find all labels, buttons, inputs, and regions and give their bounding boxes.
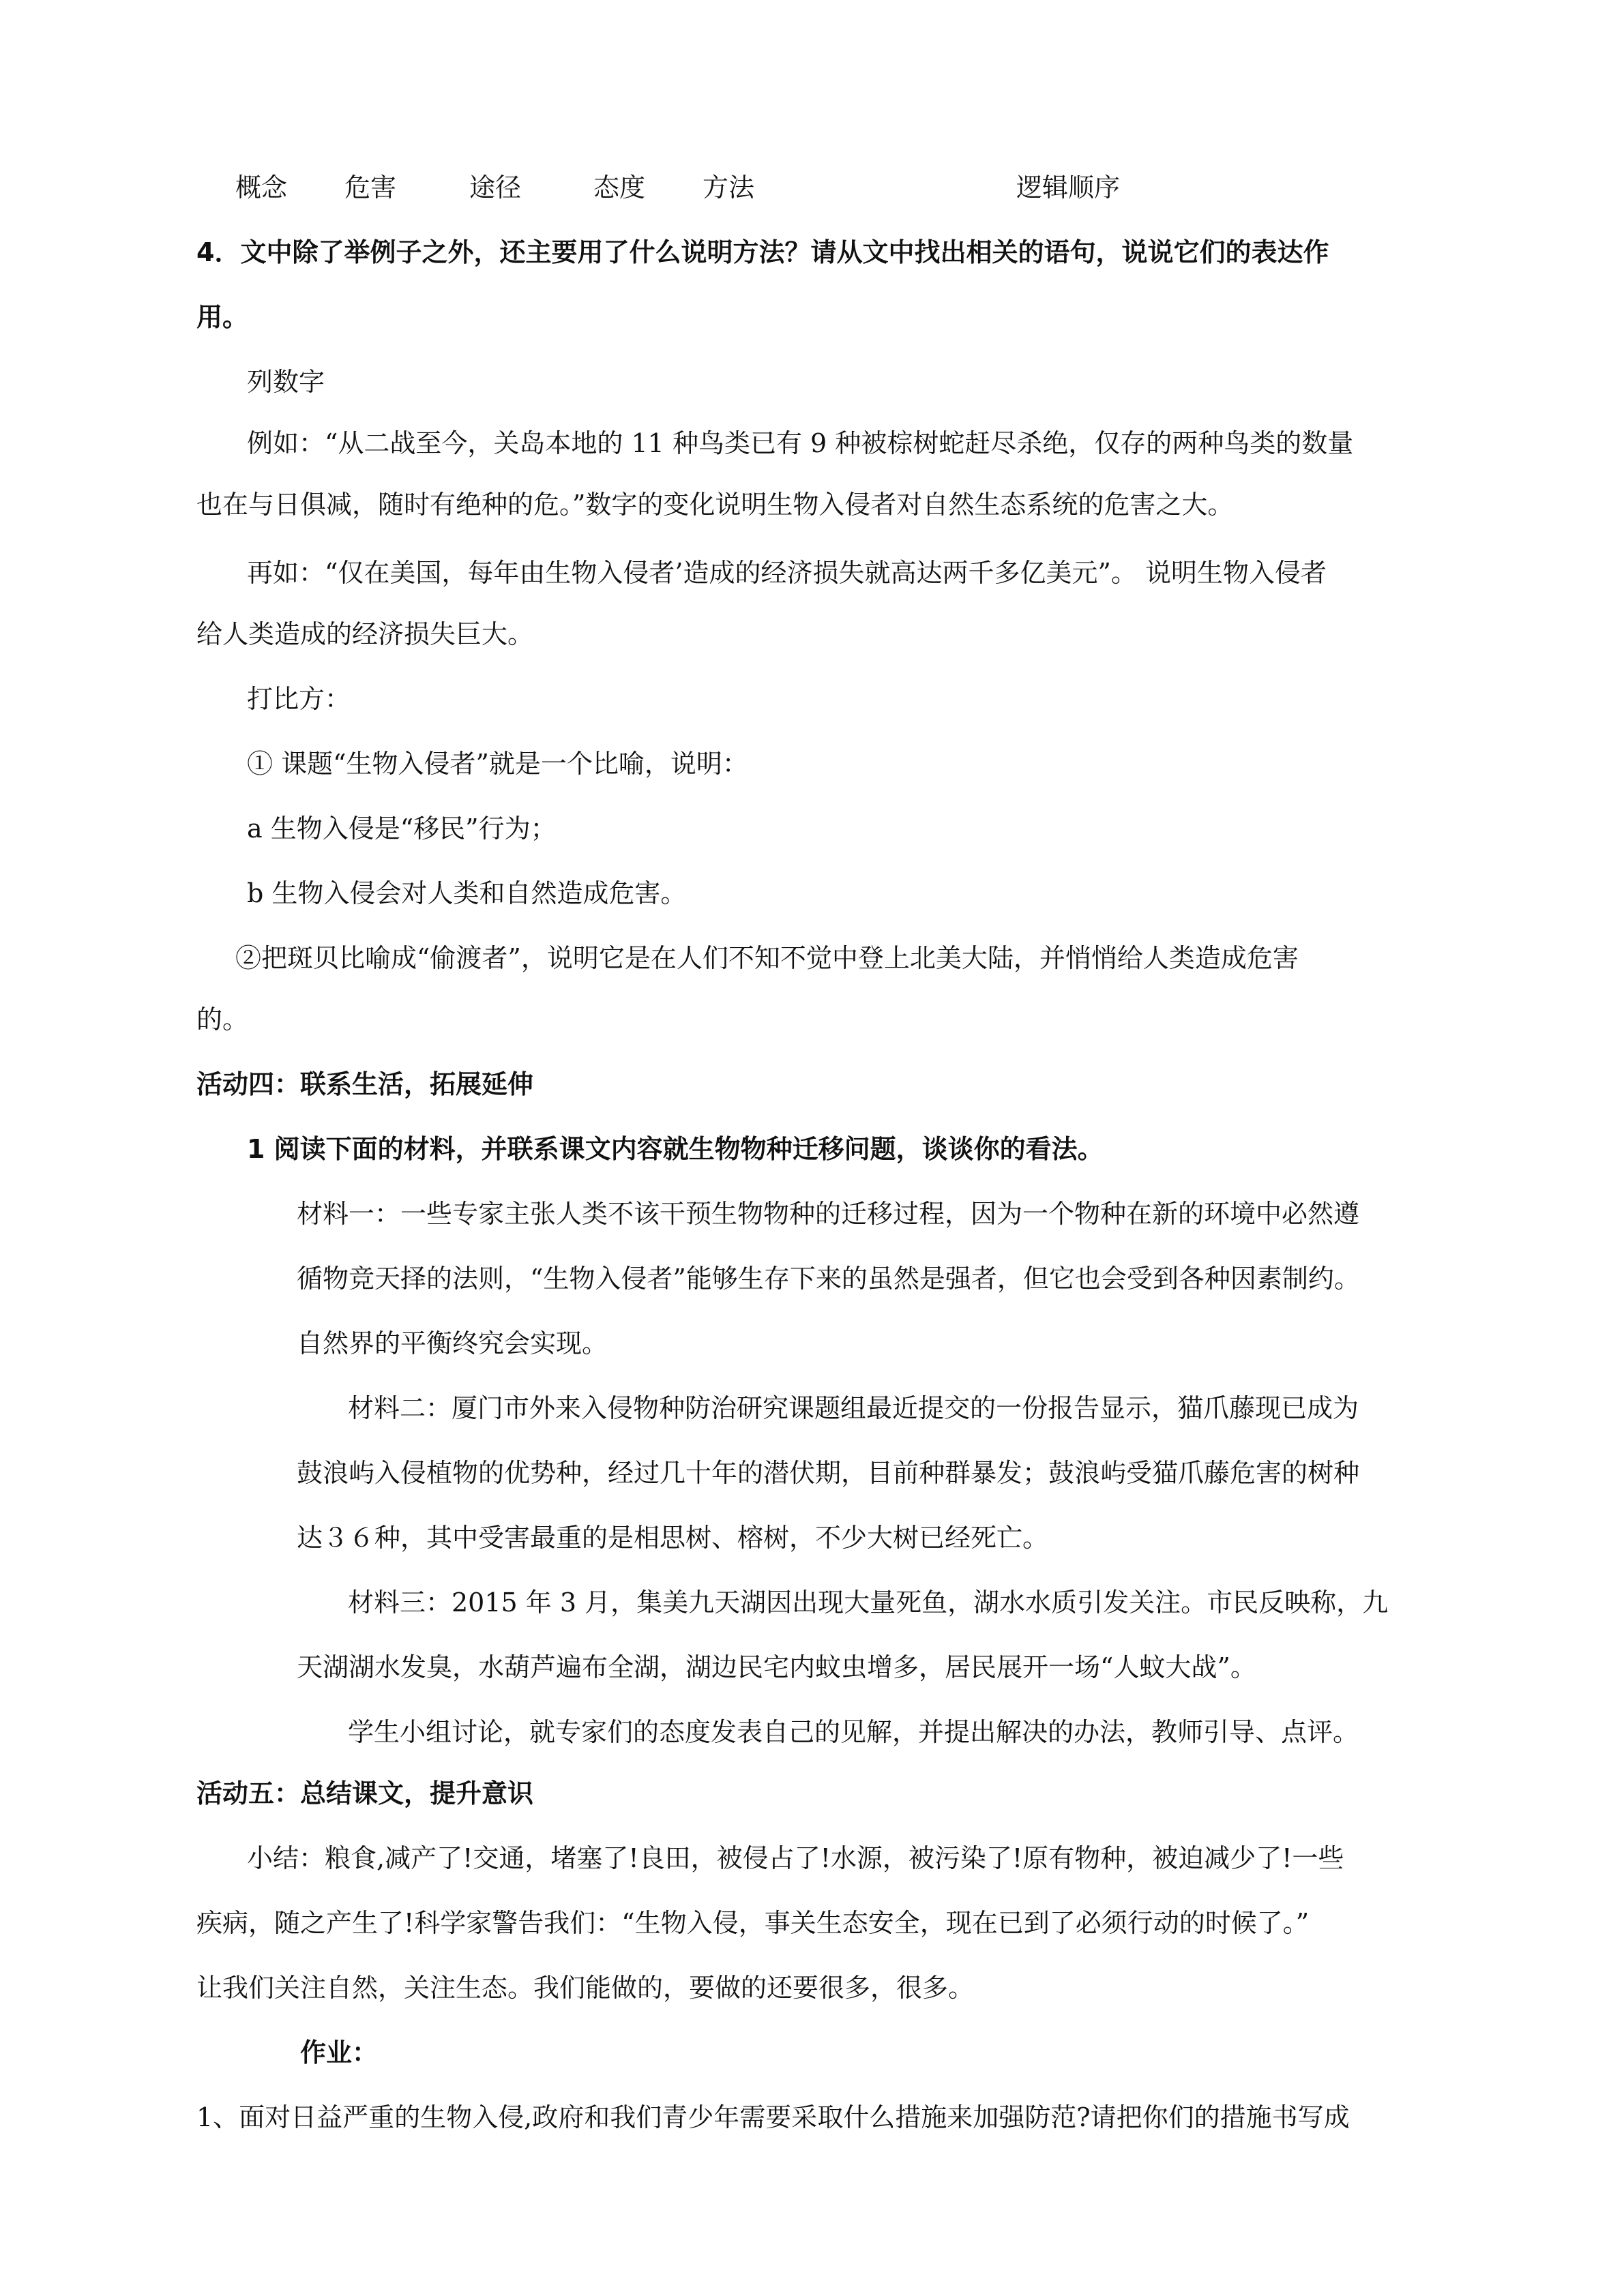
example-line: 例如：“从二战至今，关岛本地的 11 种鸟类已有 9 种被棕树蛇赶尽杀绝，仅存的两种鸟类的数量 <box>247 428 1354 458</box>
analogy-item: 的。 <box>196 1004 249 1034</box>
activity-4-title: 活动四：联系生活，拓展延伸 <box>196 1069 534 1099</box>
material-line: 自然界的平衡终究会实现。 <box>297 1328 608 1358</box>
material-line: 循物竞天择的法则，“生物入侵者”能够生存下来的虽然是强者，但它也会受到各种因素制约。 <box>297 1264 1360 1294</box>
analogy-item: ②把斑贝比喻成“偷渡者”，说明它是在人们不知不觉中登上北美大陆，并悄悄给人类造成危害 <box>235 943 1299 973</box>
material-line: 达３６种，其中受害最重的是相思树、榕树，不少大树已经死亡。 <box>297 1523 1049 1553</box>
concept-word: 途径 <box>469 173 522 203</box>
method-label: 打比方： <box>247 684 351 714</box>
example-line: 也在与日俱减，随时有绝种的危。”数字的变化说明生物入侵者对自然生态系统的危害之大。 <box>196 490 1234 520</box>
material-line: 天湖湖水发臭，水葫芦遍布全湖，湖边民宅内蚊虫增多，居民展开一场“人蚊大战”。 <box>297 1652 1256 1682</box>
concept-word-right: 逻辑顺序 <box>1016 173 1121 203</box>
material-line: 鼓浪屿入侵植物的优势种，经过几十年的潜伏期，目前种群暴发；鼓浪屿受猫爪藤危害的树种 <box>297 1458 1360 1488</box>
homework-title: 作业： <box>300 2038 379 2068</box>
activity-4-task: 1 阅读下面的材料，并联系课文内容就生物物种迁移问题，谈谈你的看法。 <box>247 1134 1104 1164</box>
question-4-line: 用。 <box>196 302 249 332</box>
material-line: 材料一：一些专家主张人类不该干预生物物种的迁移过程，因为一个物种在新的环境中必然遵 <box>297 1199 1360 1229</box>
summary-line: 小结：粮食,减产了!交通，堵塞了!良田，被侵占了!水源，被污染了!原有物种，被迫减少了!一些 <box>247 1843 1344 1873</box>
concept-word: 危害 <box>344 173 397 203</box>
method-label: 列数字 <box>247 367 325 397</box>
activity-5-title: 活动五：总结课文，提升意识 <box>196 1778 534 1808</box>
discussion-line: 学生小组讨论，就专家们的态度发表自己的见解，并提出解决的办法，教师引导、点评。 <box>348 1717 1359 1747</box>
example-line: 再如：“仅在美国，每年由生物入侵者’造成的经济损失就高达两千多亿美元”。 说明生物入侵者 <box>247 558 1327 588</box>
question-4-line: 4．文中除了举例子之外，还主要用了什么说明方法？请从文中找出相关的语句，说说它们的表达作 <box>196 237 1329 267</box>
material-line: 材料三：2015 年 3 月，集美九天湖因出现大量死鱼，湖水水质引发关注。市民反映称，九 <box>348 1587 1389 1617</box>
concept-word: 方法 <box>703 173 755 203</box>
analogy-item: ① 课题“生物入侵者”就是一个比喻，说明： <box>247 749 748 779</box>
concept-word: 态度 <box>593 173 646 203</box>
analogy-subitem: a 生物入侵是“移民”行为； <box>247 814 557 844</box>
example-line: 给人类造成的经济损失巨大。 <box>196 619 534 649</box>
summary-line: 疾病，随之产生了!科学家警告我们：“生物入侵，事关生态安全，现在已到了必须行动的时候了。” <box>196 1908 1310 1938</box>
analogy-subitem: b 生物入侵会对人类和自然造成危害。 <box>247 878 687 908</box>
homework-question: 1、面对日益严重的生物入侵,政府和我们青少年需要采取什么措施来加强防范?请把你们的措施书写成 <box>196 2102 1350 2132</box>
material-line: 材料二：厦门市外来入侵物种防治研究课题组最近提交的一份报告显示，猫爪藤现已成为 <box>348 1393 1359 1423</box>
summary-line: 让我们关注自然，关注生态。我们能做的，要做的还要很多，很多。 <box>196 1973 975 2003</box>
concept-word: 概念 <box>235 173 288 203</box>
